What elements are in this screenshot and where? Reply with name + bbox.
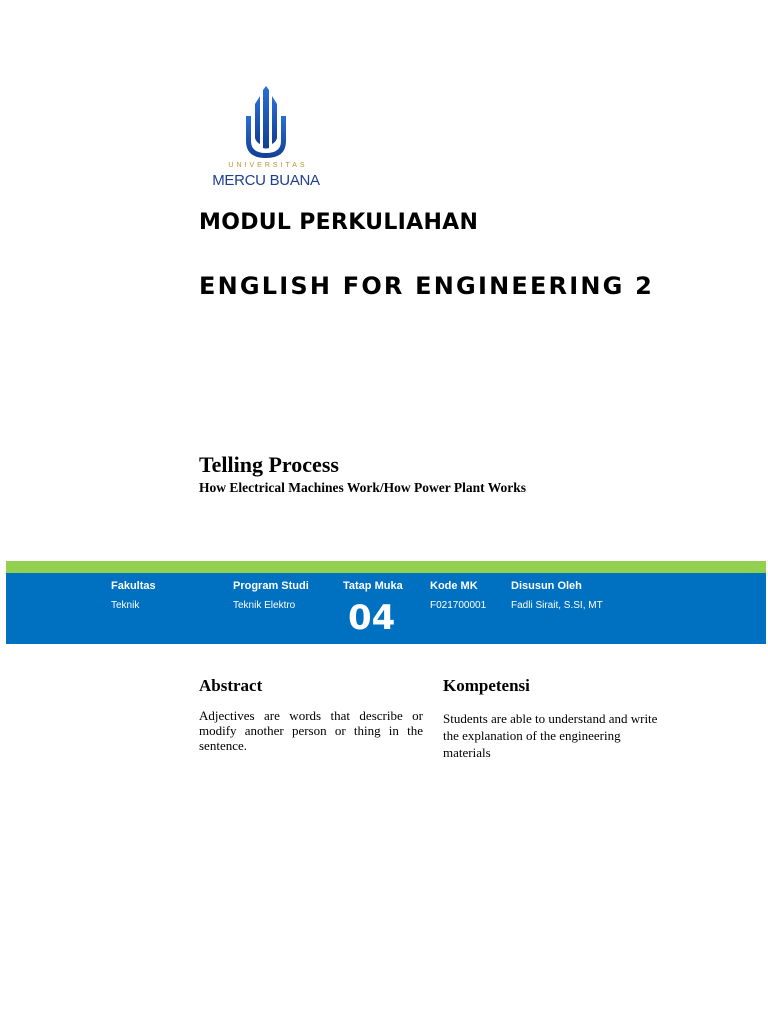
kompetensi-text: Students are able to understand and write the explanation of the engineering materials: [443, 711, 658, 760]
abstract-heading: Abstract: [199, 676, 263, 695]
logo-name: MERCU BUANA: [212, 172, 320, 189]
tatap-muka-value: 04: [348, 598, 396, 638]
mercu-buana-emblem-icon: [242, 86, 290, 160]
kompetensi-heading: Kompetensi: [443, 676, 530, 695]
course-title: ENGLISH FOR ENGINEERING 2: [199, 272, 654, 300]
tatap-muka-label: Tatap Muka: [343, 580, 403, 592]
disusun-oleh-value: Fadli Sirait, S.SI, MT: [511, 600, 603, 611]
program-studi-label: Program Studi: [233, 580, 309, 592]
topic-subtitle: How Electrical Machines Work/How Power Plant Works: [199, 480, 526, 495]
green-stripe: [6, 561, 766, 573]
fakultas-label: Fakultas: [111, 580, 156, 592]
program-studi-value: Teknik Elektro: [233, 600, 296, 611]
fakultas-value: Teknik: [111, 600, 140, 611]
modul-heading: MODUL PERKULIAHAN: [199, 210, 479, 235]
course-info-band: [6, 573, 766, 644]
logo-tagline: UNIVERSITAS: [228, 162, 308, 169]
abstract-text: Adjectives are words that describe or modify another person or thing in the sentence.: [199, 708, 423, 753]
topic-title: Telling Process: [199, 452, 339, 477]
kode-mk-label: Kode MK: [430, 580, 478, 592]
kode-mk-value: F021700001: [430, 600, 487, 611]
university-logo: [198, 86, 334, 194]
disusun-oleh-label: Disusun Oleh: [511, 580, 582, 592]
